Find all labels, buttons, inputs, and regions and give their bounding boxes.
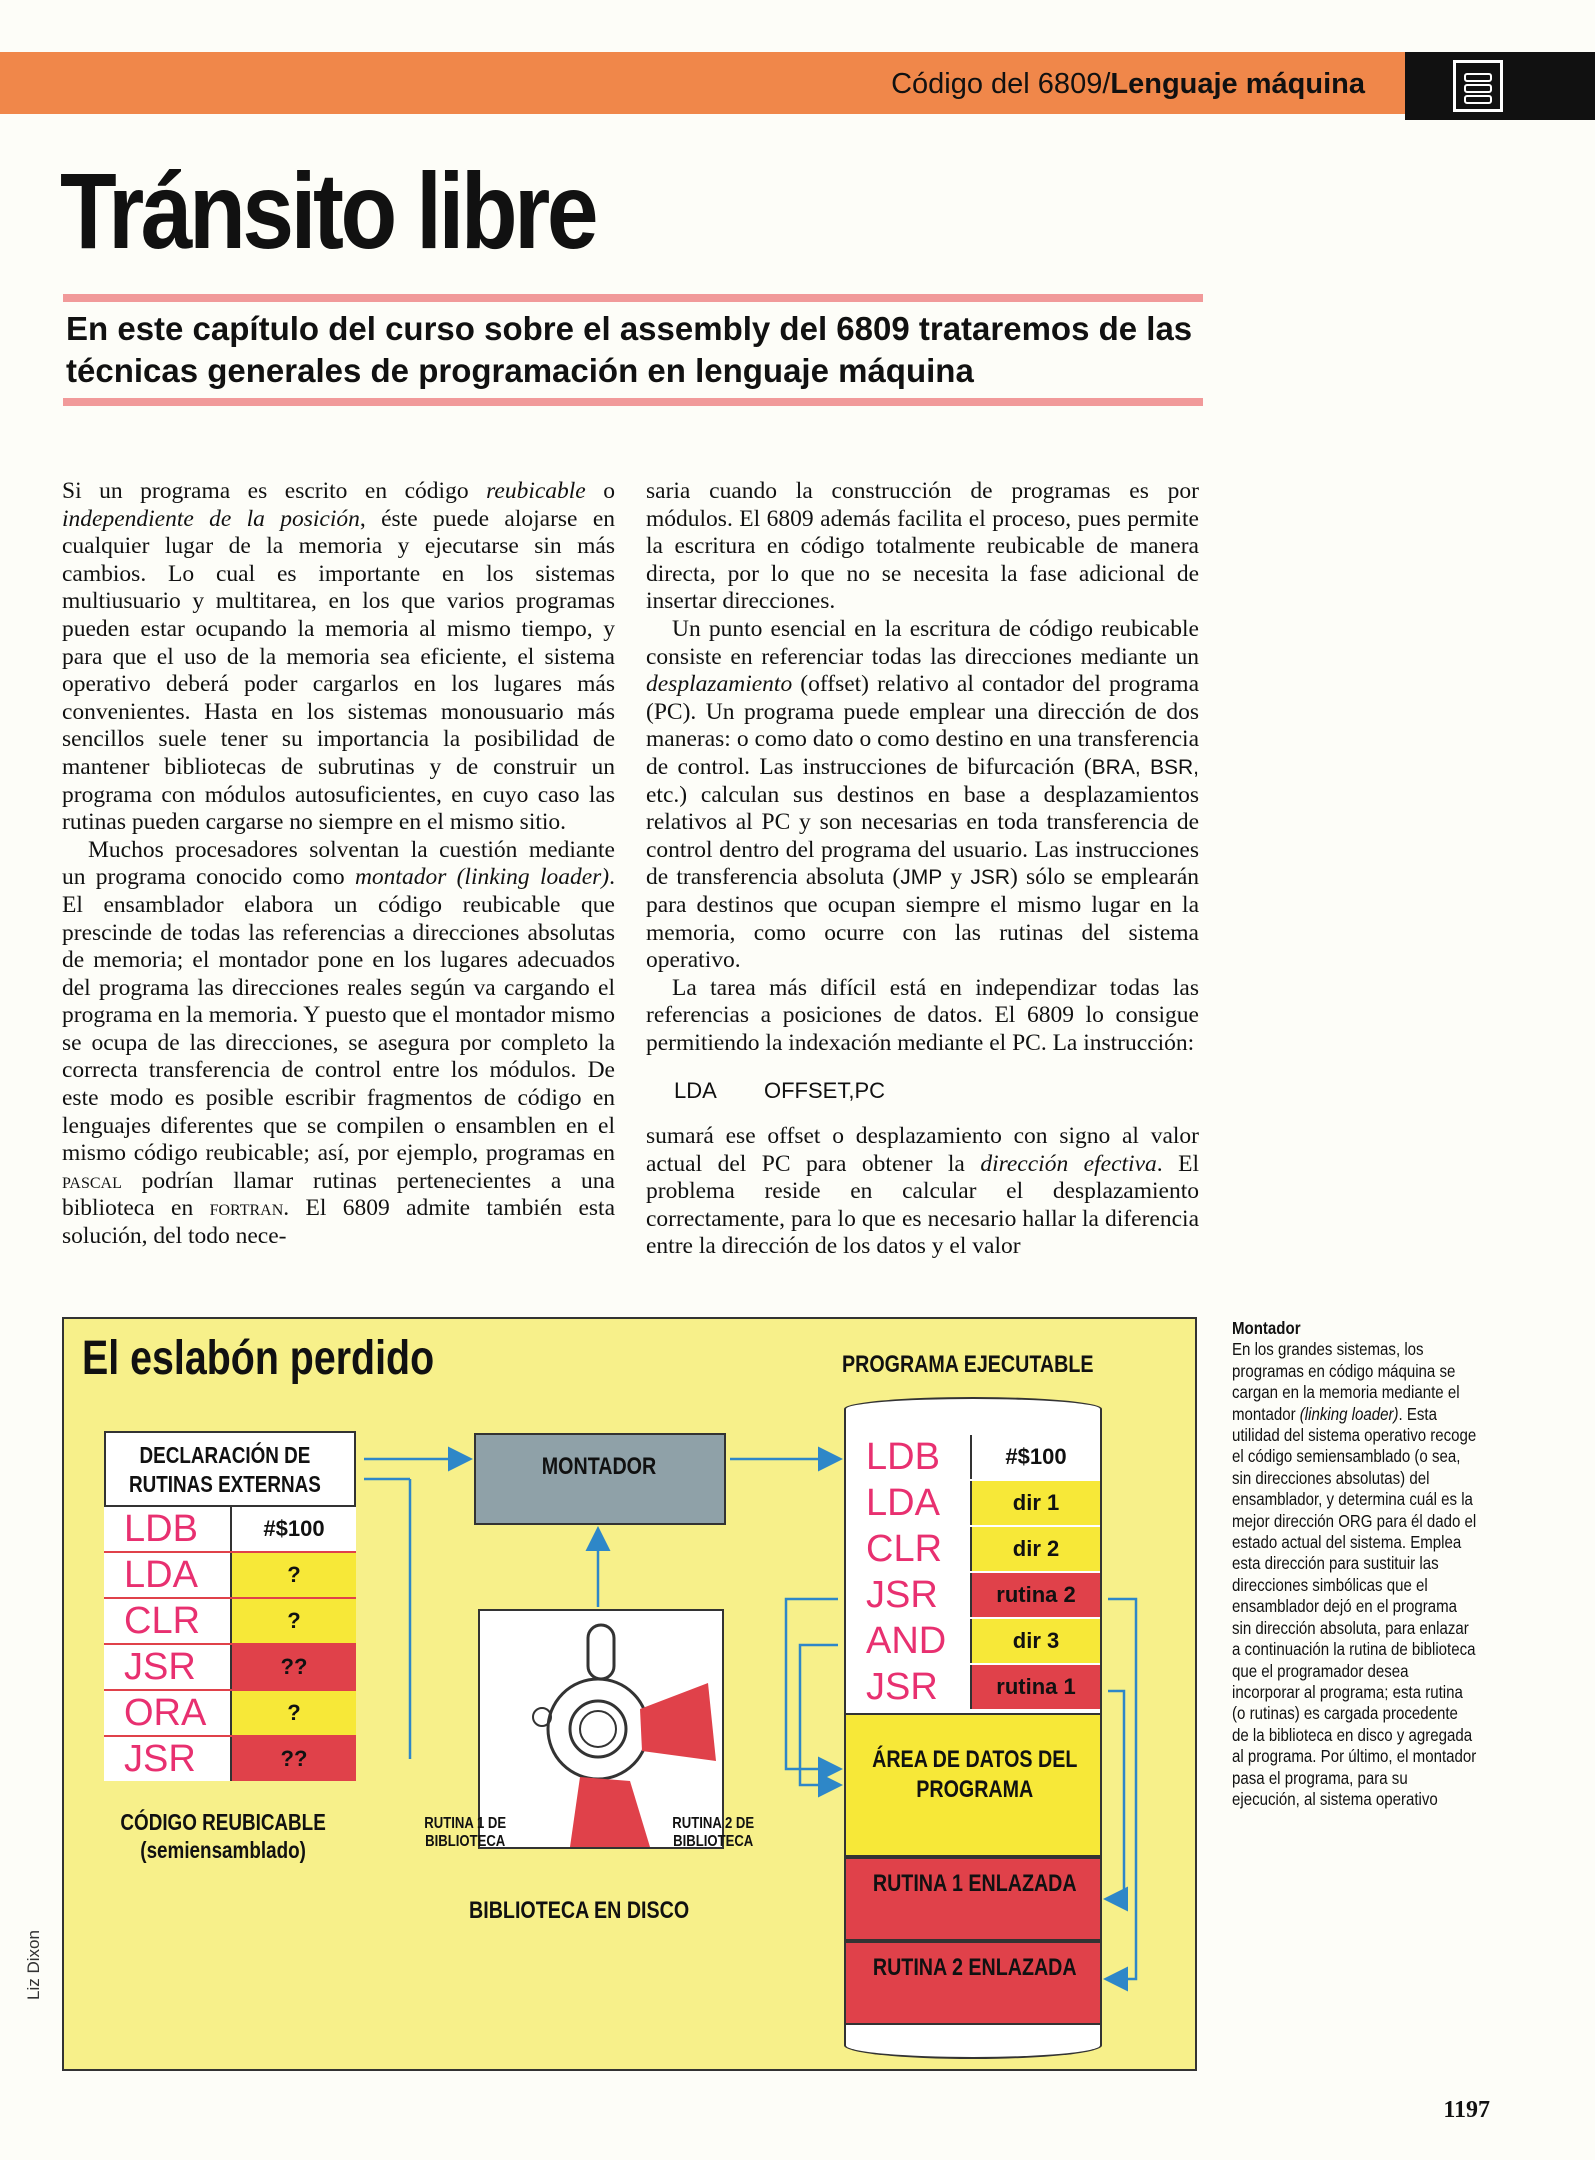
right-row-operand: #$100 <box>972 1435 1100 1479</box>
diagram-panel <box>62 1317 1197 2071</box>
sidebar-text: En los grandes sistemas, los programas en código máquina se cargan en la memoria mediante el montador (linking loader). Esta utilidad del sistema operativo recoge el código semiensamblado (o sea, sin direcciones absolutas) del ensamblador, y determina cuál es la mejor dirección ORG para él dado el estado actual del sistema. Emplea esta dirección para sustituir las direcciones simbólicas que el ensamblador dejó en el programa sin dirección absoluta, para enlazar a continuación la rutina de biblioteca que el programador desea incorporar al programa; esta rutina (o rutinas) es cargada procedente de la biblioteca en disco y agregada al programa. Por último, el montador pasa el programa, para su ejecución, al sistema operativo <box>1232 1339 1477 1809</box>
page-number: 1197 <box>1443 2097 1490 2123</box>
subtitle-rule-top <box>63 294 1203 302</box>
paragraph: Si un programa es escrito en código reubicable o independiente de la posición, éste puede alojarse en cualquier lugar de la memoria y ejecutarse sin más cambios. Lo cual es importante en los sistemas multiusuario y multitarea, en los que varios programas pueden estar ocupando la memoria al mismo tiempo, y para que el uso de la memoria sea eficiente, el sistema operativo deberá poder cargarlos en los lugares más convenientes. Hasta en los sistemas monousuario más sencillos suele tener su importancia la posibilidad de mantener bibliotecas de subrutinas y de construir un programa con módulos autosuficientes, en cuyo caso las rutinas pueden cargarse no siempre en el mismo sitio. <box>62 478 615 836</box>
right-row-mnemonic: AND <box>866 1620 947 1662</box>
body-column-2 <box>646 478 1199 1261</box>
section-name: Código del 6809/ <box>891 68 1111 100</box>
left-row-operand: ? <box>232 1691 356 1735</box>
right-row-operand: dir 1 <box>972 1481 1100 1525</box>
paragraph: La tarea más difícil está en independizar todas las referencias a posiciones de datos. El 6809 lo consigue permitiendo la indexación mediante el PC. La instrucción: <box>646 974 1199 1056</box>
subtitle: En este capítulo del curso sobre el assembly del 6809 trataremos de las técnicas generales de programación en lenguaje máquina <box>66 310 1193 389</box>
right-row-mnemonic: CLR <box>866 1528 943 1570</box>
linked-routine-2-label: RUTINA 2 ENLAZADA <box>872 1954 1077 1981</box>
memory-chip-icon <box>1453 60 1503 112</box>
body-column-1 <box>62 478 615 1251</box>
right-row-mnemonic: JSR <box>866 1574 938 1616</box>
sidebar-heading: Montador <box>1232 1318 1301 1338</box>
executable-title: PROGRAMA EJECUTABLE <box>842 1351 1094 1378</box>
section-name-bold: Lenguaje máquina <box>1110 68 1365 100</box>
paragraph: saria cuando la construcción de programas es por módulos. El 6809 además facilita el proceso, pues permite la escritura en código totalmente reubicable de manera directa, por lo que no se necesita la fase adicional de insertar direcciones. <box>646 478 1199 615</box>
paragraph: Un punto esencial en la escritura de código reubicable consiste en referenciar todas las direcciones mediante un desplazamiento (offset) relativo al contador del programa (PC). Un programa puede emplear una dirección de dos maneras: o como dato o como destino en una transferencia de control. Las instrucciones de bifurcación (BRA, BSR, etc.) calculan sus destinos en base a desplazamientos relativos al PC y son necesarias en toda transferencia de control dentro del programa del usuario. Las instrucciones de transferencia absoluta (JMP y JSR) sólo se emplearán para destinos que ocupan siempre el mismo lugar en la memoria, como ocurre con las rutinas del sistema operativo. <box>646 615 1200 974</box>
disk-label-routine-2: RUTINA 2 DE BIBLIOTECA <box>672 1815 755 1850</box>
right-row-mnemonic: LDA <box>866 1482 940 1524</box>
connector-arrows <box>64 1319 1195 2069</box>
left-row-mnemonic: CLR <box>124 1600 201 1642</box>
left-row-operand: ? <box>232 1553 356 1597</box>
paragraph: sumará ese offset o desplazamiento con signo al valor actual del PC para obtener la dirección efectiva. El problema reside en calcular el desplazamiento correctamente, para lo que es necesario hallar la diferencia entre la dirección de los datos y el valor <box>646 1123 1199 1260</box>
left-row-operand: #$100 <box>232 1507 356 1551</box>
sidebar-note <box>1232 1318 1477 1810</box>
left-caption-1: CÓDIGO REUBICABLE <box>120 1809 326 1835</box>
left-row-operand: ? <box>232 1599 356 1643</box>
left-row-operand: ?? <box>232 1645 356 1689</box>
montador-label: MONTADOR <box>541 1453 657 1480</box>
paragraph: Muchos procesadores solventan la cuestión mediante un programa conocido como montador (linking loader). El ensamblador elabora un código reubicable que prescinde de todas las referencias a direcciones absolutas de memoria; el montador pone en los lugares adecuados del programa las direcciones reales según va cargando el programa en la memoria. Y puesto que el montador mismo se ocupa de las direcciones, se asegura por completo la correcta transferencia de control entre los módulos. De este modo es posible escribir fragmentos de código en lenguajes diferentes que se compilen o ensamblen en el mismo código reubicable; así, por ejemplo, programas en pascal podrían llamar rutinas pertenecientes a una biblioteca en fortran. El 6809 admite también esta solución, del todo nece- <box>62 836 616 1250</box>
left-caption-2: (semiensamblado) <box>140 1837 306 1863</box>
disk-label-routine-1: RUTINA 1 DE BIBLIOTECA <box>424 1815 507 1850</box>
right-row-mnemonic: LDB <box>866 1436 940 1478</box>
left-row-operand: ?? <box>232 1737 356 1781</box>
left-row-mnemonic: ORA <box>124 1692 207 1734</box>
disk-caption: BIBLIOTECA EN DISCO <box>469 1897 690 1924</box>
left-row-mnemonic: LDB <box>124 1508 198 1550</box>
diagram-title: El eslabón perdido <box>82 1332 435 1385</box>
right-row-operand: dir 3 <box>972 1619 1100 1663</box>
right-row-operand: dir 2 <box>972 1527 1100 1571</box>
declaration-header: DECLARACIÓN DE RUTINAS EXTERNAS <box>129 1442 321 1497</box>
data-area-label: ÁREA DE DATOS DEL PROGRAMA <box>872 1746 1078 1803</box>
left-row-mnemonic: JSR <box>124 1646 196 1688</box>
code-line: LDA OFFSET,PC <box>674 1078 886 1104</box>
page-title: Tránsito libre <box>60 150 596 271</box>
subtitle-rule-bottom <box>63 398 1203 406</box>
left-row-mnemonic: JSR <box>124 1738 196 1780</box>
left-row-mnemonic: LDA <box>124 1554 198 1596</box>
linked-routine-1-label: RUTINA 1 ENLAZADA <box>872 1870 1077 1897</box>
section-header <box>891 68 1365 101</box>
illustration-credit: Liz Dixon <box>24 1930 43 2000</box>
right-row-operand: rutina 2 <box>972 1573 1100 1617</box>
right-row-operand: rutina 1 <box>972 1665 1100 1709</box>
right-row-mnemonic: JSR <box>866 1666 938 1708</box>
